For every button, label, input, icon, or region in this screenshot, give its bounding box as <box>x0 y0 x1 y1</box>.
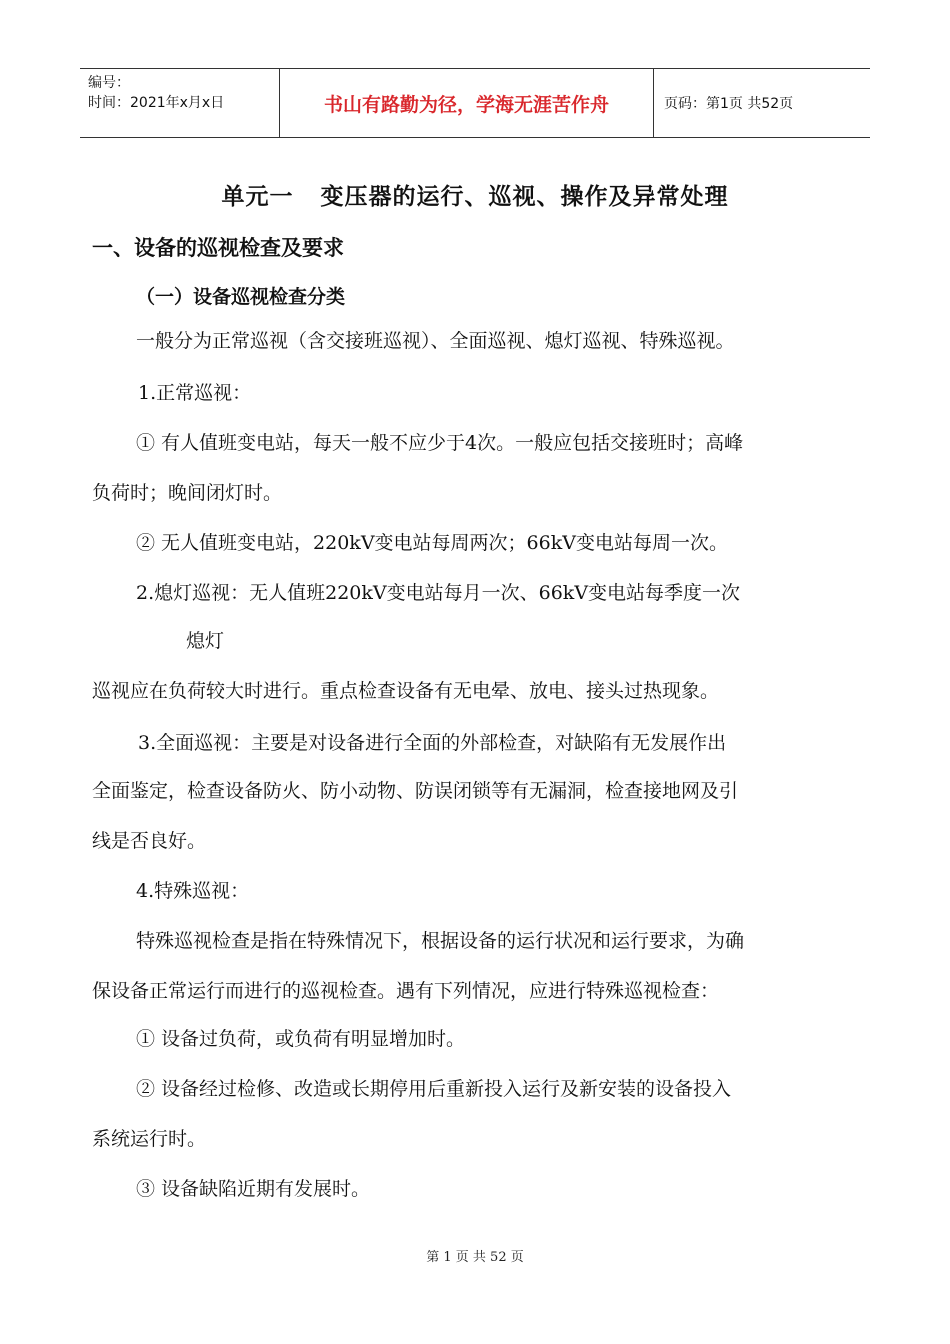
paragraph-line: 巡视应在负荷较大时进行。重点检查设备有无电晕、放电、接头过热现象。 <box>92 680 720 702</box>
date-label: 时间：2021年x月x日 <box>88 95 225 111</box>
paragraph-line: 线是否良好。 <box>92 830 207 852</box>
paragraph-line: ① 有人值班变电站，每天一般不应少于4次。一般应包括交接班时；高峰 <box>136 432 744 454</box>
document-title: 单元一 变压器的运行、巡视、操作及异常处理 <box>221 184 729 210</box>
paragraph-line: ① 设备过负荷，或负荷有明显增加时。 <box>136 1028 466 1050</box>
page-header <box>80 68 870 138</box>
paragraph-line: 保设备正常运行而进行的巡视检查。遇有下列情况，应进行特殊巡视检查： <box>92 980 720 1002</box>
paragraph-line: 4.特殊巡视： <box>136 880 250 902</box>
paragraph-line: 熄灯 <box>186 630 225 652</box>
paragraph-line: 1.正常巡视： <box>138 382 252 404</box>
paragraph-line: ② 设备经过检修、改造或长期停用后重新投入运行及新安装的设备投入 <box>136 1078 732 1100</box>
paragraph-line: 负荷时；晚间闭灯时。 <box>92 482 283 504</box>
paragraph-line: 全面鉴定，检查设备防火、防小动物、防误闭锁等有无漏洞，检查接地网及引 <box>92 780 739 802</box>
number-label: 编号： <box>88 75 130 91</box>
paragraph-line: 系统运行时。 <box>92 1128 207 1150</box>
header-motto: 书山有路勤为径，学海无涯苦作舟 <box>280 69 654 137</box>
paragraph-line: ③ 设备缺陷近期有发展时。 <box>136 1178 371 1200</box>
paragraph-line: 2.熄灯巡视：无人值班220kV变电站每月一次、66kV变电站每季度一次 <box>136 582 741 604</box>
header-meta <box>80 69 280 137</box>
paragraph-line: 3.全面巡视：主要是对设备进行全面的外部检查，对缺陷有无发展作出 <box>138 732 727 754</box>
page-footer: 第 1 页 共 52 页 <box>426 1250 524 1265</box>
subsection-heading: （一）设备巡视检查分类 <box>136 286 346 308</box>
section-heading: 一、设备的巡视检查及要求 <box>92 236 344 260</box>
paragraph-line: ② 无人值班变电站，220kV变电站每周两次；66kV变电站每周一次。 <box>136 532 728 554</box>
header-page-info: 页码：第1页 共52页 <box>664 96 794 112</box>
paragraph-line: 特殊巡视检查是指在特殊情况下，根据设备的运行状况和运行要求，为确 <box>136 930 745 952</box>
paragraph-line: 一般分为正常巡视（含交接班巡视）、全面巡视、熄灯巡视、特殊巡视。 <box>136 330 735 352</box>
